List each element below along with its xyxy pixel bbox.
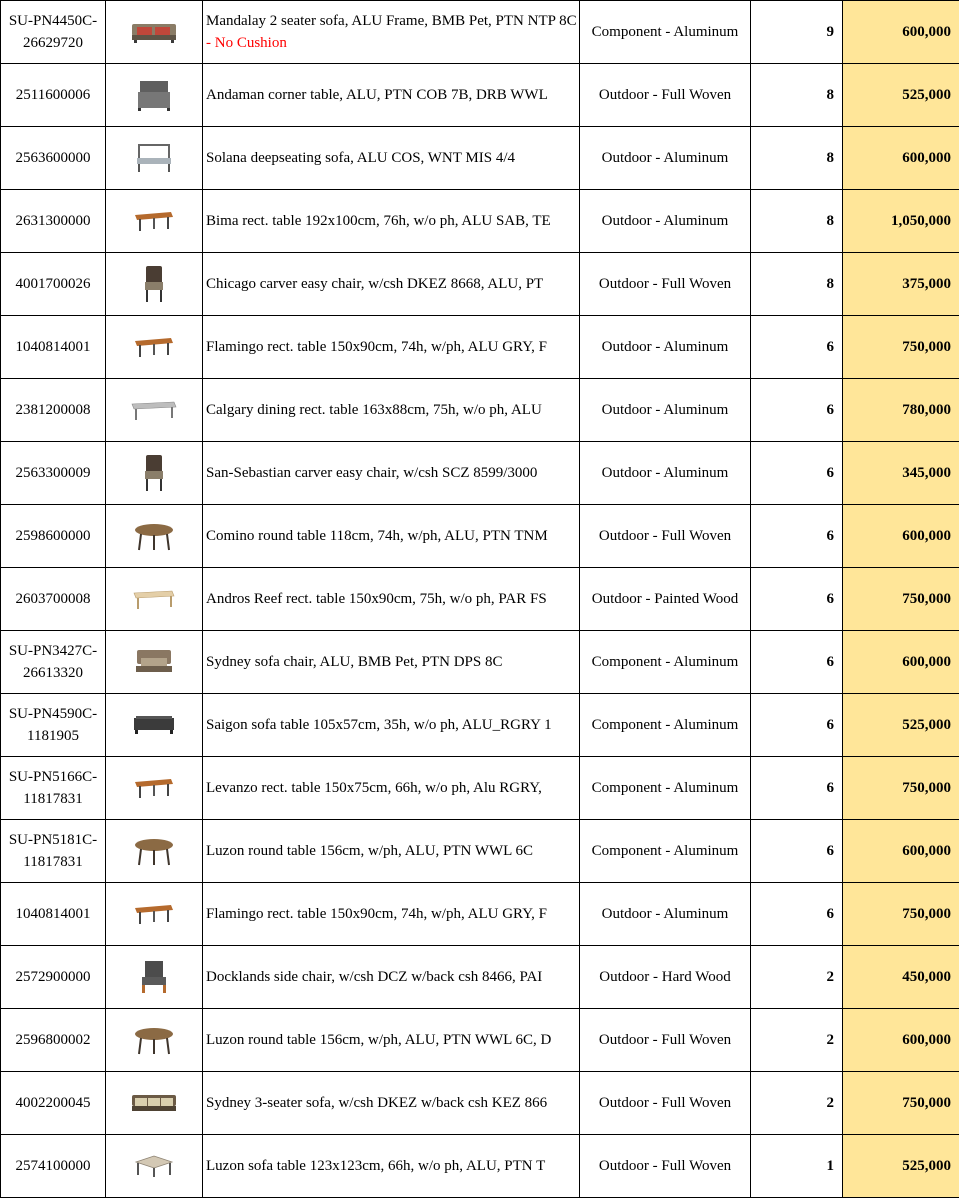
product-image-cell	[106, 64, 203, 127]
product-code-cell: 2603700008	[1, 568, 106, 631]
product-image-cell	[106, 883, 203, 946]
sofa-3seat-icon	[130, 1090, 178, 1116]
table-row	[1, 1009, 959, 1072]
quantity-cell: 6	[751, 568, 843, 631]
product-image-cell	[106, 505, 203, 568]
quantity-cell: 6	[751, 379, 843, 442]
product-description: Bima rect. table 192x100cm, 76h, w/o ph, ALU SAB, TE	[206, 213, 551, 229]
product-description: Comino round table 118cm, 74h, w/ph, ALU, PTN TNM	[206, 528, 548, 544]
price-cell: 525,000	[843, 694, 959, 757]
product-description-cell	[203, 253, 580, 316]
price-cell: 375,000	[843, 253, 959, 316]
category-cell: Outdoor - Aluminum	[580, 127, 751, 190]
wood-table-icon	[132, 587, 176, 611]
product-code-cell: 2511600006	[1, 64, 106, 127]
category-cell: Component - Aluminum	[580, 1, 751, 64]
product-image-cell	[106, 190, 203, 253]
rect-table-icon	[133, 335, 175, 359]
product-description-cell	[203, 505, 580, 568]
category-cell: Outdoor - Aluminum	[580, 442, 751, 505]
table-row	[1, 694, 959, 757]
product-description: Chicago carver easy chair, w/csh DKEZ 8668, ALU, PT	[206, 276, 544, 292]
table-row	[1, 190, 959, 253]
table-row	[1, 883, 959, 946]
price-cell: 345,000	[843, 442, 959, 505]
product-description-cell	[203, 568, 580, 631]
quantity-cell: 1	[751, 1135, 843, 1198]
product-description-cell	[203, 1135, 580, 1198]
square-table-icon	[132, 1153, 176, 1179]
product-description-cell	[203, 946, 580, 1009]
price-cell: 525,000	[843, 64, 959, 127]
category-cell: Outdoor - Aluminum	[580, 190, 751, 253]
price-cell: 750,000	[843, 316, 959, 379]
product-image-cell	[106, 1135, 203, 1198]
quantity-cell: 8	[751, 190, 843, 253]
quantity-cell: 6	[751, 631, 843, 694]
product-description: Luzon sofa table 123x123cm, 66h, w/o ph, ALU, PTN T	[206, 1158, 546, 1174]
category-cell: Component - Aluminum	[580, 820, 751, 883]
product-image-cell	[106, 253, 203, 316]
quantity-cell: 6	[751, 757, 843, 820]
product-image-cell	[106, 316, 203, 379]
product-description-cell	[203, 442, 580, 505]
rect-table-icon	[133, 902, 175, 926]
product-description-cell	[203, 64, 580, 127]
product-code-cell: 2596800002	[1, 1009, 106, 1072]
table-row	[1, 631, 959, 694]
product-description-cell	[203, 883, 580, 946]
corner-table-icon	[134, 78, 174, 112]
category-cell: Component - Aluminum	[580, 757, 751, 820]
table-row	[1, 757, 959, 820]
category-cell: Outdoor - Full Woven	[580, 505, 751, 568]
round-table-icon	[133, 520, 175, 552]
price-cell: 600,000	[843, 631, 959, 694]
product-description-cell	[203, 694, 580, 757]
quantity-cell: 8	[751, 253, 843, 316]
product-code-cell: SU-PN4590C-1181905	[1, 694, 106, 757]
quantity-cell: 2	[751, 1009, 843, 1072]
product-description: Solana deepseating sofa, ALU COS, WNT MIS 4/4	[206, 150, 516, 166]
product-description: Luzon round table 156cm, w/ph, ALU, PTN WWL 6C, D	[206, 1032, 552, 1048]
product-description-cell	[203, 757, 580, 820]
product-code-cell: 2563600000	[1, 127, 106, 190]
product-code-cell: 2631300000	[1, 190, 106, 253]
product-code-cell: SU-PN5166C-11817831	[1, 757, 106, 820]
price-cell: 780,000	[843, 379, 959, 442]
product-description: Flamingo rect. table 150x90cm, 74h, w/ph, ALU GRY, F	[206, 339, 547, 355]
product-image-cell	[106, 757, 203, 820]
category-cell: Outdoor - Full Woven	[580, 1135, 751, 1198]
price-cell: 750,000	[843, 568, 959, 631]
product-image-cell	[106, 1009, 203, 1072]
table-row	[1, 64, 959, 127]
price-cell: 525,000	[843, 1135, 959, 1198]
product-description: Luzon round table 156cm, w/ph, ALU, PTN WWL 6C	[206, 843, 534, 859]
product-image-cell	[106, 127, 203, 190]
table-row	[1, 505, 959, 568]
product-code-cell: 2572900000	[1, 946, 106, 1009]
side-chair-icon	[139, 959, 169, 995]
carver-chair-icon	[141, 453, 167, 493]
rect-table-icon	[133, 209, 175, 233]
price-cell: 600,000	[843, 505, 959, 568]
table-row	[1, 127, 959, 190]
sofa-2seat-icon	[130, 19, 178, 45]
quantity-cell: 6	[751, 883, 843, 946]
product-description: Andros Reef rect. table 150x90cm, 75h, w/o ph, PAR FS	[206, 591, 547, 607]
price-cell: 450,000	[843, 946, 959, 1009]
round-table-icon	[133, 835, 175, 867]
price-cell: 750,000	[843, 1072, 959, 1135]
category-cell: Outdoor - Aluminum	[580, 379, 751, 442]
sofa-table-icon	[131, 713, 177, 737]
product-code-cell: 2574100000	[1, 1135, 106, 1198]
product-code-cell: 2598600000	[1, 505, 106, 568]
product-code-cell: 1040814001	[1, 316, 106, 379]
product-description-cell	[203, 316, 580, 379]
deepseating-sofa-icon	[134, 142, 174, 174]
rect-table-icon	[133, 776, 175, 800]
category-cell: Outdoor - Painted Wood	[580, 568, 751, 631]
product-image-cell	[106, 946, 203, 1009]
product-image-cell	[106, 1072, 203, 1135]
product-description-cell	[203, 379, 580, 442]
product-image-cell	[106, 631, 203, 694]
quantity-cell: 9	[751, 1, 843, 64]
round-table-icon	[133, 1024, 175, 1056]
product-code-cell: 2381200008	[1, 379, 106, 442]
product-description-cell	[203, 127, 580, 190]
product-description: Andaman corner table, ALU, PTN COB 7B, DRB WWL	[206, 87, 548, 103]
price-cell: 750,000	[843, 757, 959, 820]
product-description: Docklands side chair, w/csh DCZ w/back csh 8466, PAI	[206, 969, 543, 985]
category-cell: Outdoor - Hard Wood	[580, 946, 751, 1009]
table-row	[1, 946, 959, 1009]
carver-chair-icon	[141, 264, 167, 304]
product-description: Levanzo rect. table 150x75cm, 66h, w/o ph, Alu RGRY,	[206, 780, 542, 796]
price-cell: 600,000	[843, 1009, 959, 1072]
product-code-cell: 4002200045	[1, 1072, 106, 1135]
product-code-cell: SU-PN3427C-26613320	[1, 631, 106, 694]
price-cell: 600,000	[843, 820, 959, 883]
product-description: Mandalay 2 seater sofa, ALU Frame, BMB Pet, PTN NTP 8C	[206, 13, 577, 29]
quantity-cell: 2	[751, 946, 843, 1009]
product-table-body	[1, 1, 959, 1198]
table-row	[1, 568, 959, 631]
category-cell: Outdoor - Aluminum	[580, 316, 751, 379]
product-description: Sydney 3-seater sofa, w/csh DKEZ w/back csh KEZ 866	[206, 1095, 548, 1111]
product-description-cell	[203, 631, 580, 694]
table-row	[1, 379, 959, 442]
table-row	[1, 442, 959, 505]
category-cell: Outdoor - Aluminum	[580, 883, 751, 946]
quantity-cell: 8	[751, 64, 843, 127]
table-row	[1, 1, 959, 64]
price-cell: 1,050,000	[843, 190, 959, 253]
quantity-cell: 6	[751, 316, 843, 379]
category-cell: Outdoor - Full Woven	[580, 253, 751, 316]
table-row	[1, 253, 959, 316]
quantity-cell: 8	[751, 127, 843, 190]
product-code-cell: SU-PN5181C-11817831	[1, 820, 106, 883]
product-description: Flamingo rect. table 150x90cm, 74h, w/ph, ALU GRY, F	[206, 906, 547, 922]
table-row	[1, 1135, 959, 1198]
category-cell: Outdoor - Full Woven	[580, 1009, 751, 1072]
product-image-cell	[106, 568, 203, 631]
quantity-cell: 6	[751, 442, 843, 505]
quantity-cell: 6	[751, 694, 843, 757]
category-cell: Outdoor - Full Woven	[580, 1072, 751, 1135]
product-code-cell: SU-PN4450C-26629720	[1, 1, 106, 64]
product-description-cell	[203, 1072, 580, 1135]
product-image-cell	[106, 379, 203, 442]
table-row	[1, 316, 959, 379]
product-description: Saigon sofa table 105x57cm, 35h, w/o ph, ALU_RGRY 1	[206, 717, 552, 733]
quantity-cell: 6	[751, 505, 843, 568]
no-cushion-note: - No Cushion	[206, 35, 287, 51]
table-row	[1, 1072, 959, 1135]
category-cell: Component - Aluminum	[580, 694, 751, 757]
product-description: Calgary dining rect. table 163x88cm, 75h, w/o ph, ALU	[206, 402, 542, 418]
product-description-cell	[203, 820, 580, 883]
dining-table-icon	[130, 398, 178, 422]
product-code-cell: 2563300009	[1, 442, 106, 505]
product-image-cell	[106, 694, 203, 757]
category-cell: Outdoor - Full Woven	[580, 64, 751, 127]
price-cell: 600,000	[843, 127, 959, 190]
product-description: San-Sebastian carver easy chair, w/csh SCZ 8599/3000	[206, 465, 538, 481]
quantity-cell: 6	[751, 820, 843, 883]
table-row	[1, 820, 959, 883]
product-description-cell	[203, 1009, 580, 1072]
sofa-chair-icon	[133, 646, 175, 678]
product-code-cell: 1040814001	[1, 883, 106, 946]
product-description-cell	[203, 1, 580, 64]
category-cell: Component - Aluminum	[580, 631, 751, 694]
price-cell: 750,000	[843, 883, 959, 946]
product-description-cell	[203, 190, 580, 253]
product-image-cell	[106, 1, 203, 64]
quantity-cell: 2	[751, 1072, 843, 1135]
product-image-cell	[106, 442, 203, 505]
product-code-cell: 4001700026	[1, 253, 106, 316]
product-description: Sydney sofa chair, ALU, BMB Pet, PTN DPS 8C	[206, 654, 503, 670]
product-image-cell	[106, 820, 203, 883]
price-cell: 600,000	[843, 1, 959, 64]
